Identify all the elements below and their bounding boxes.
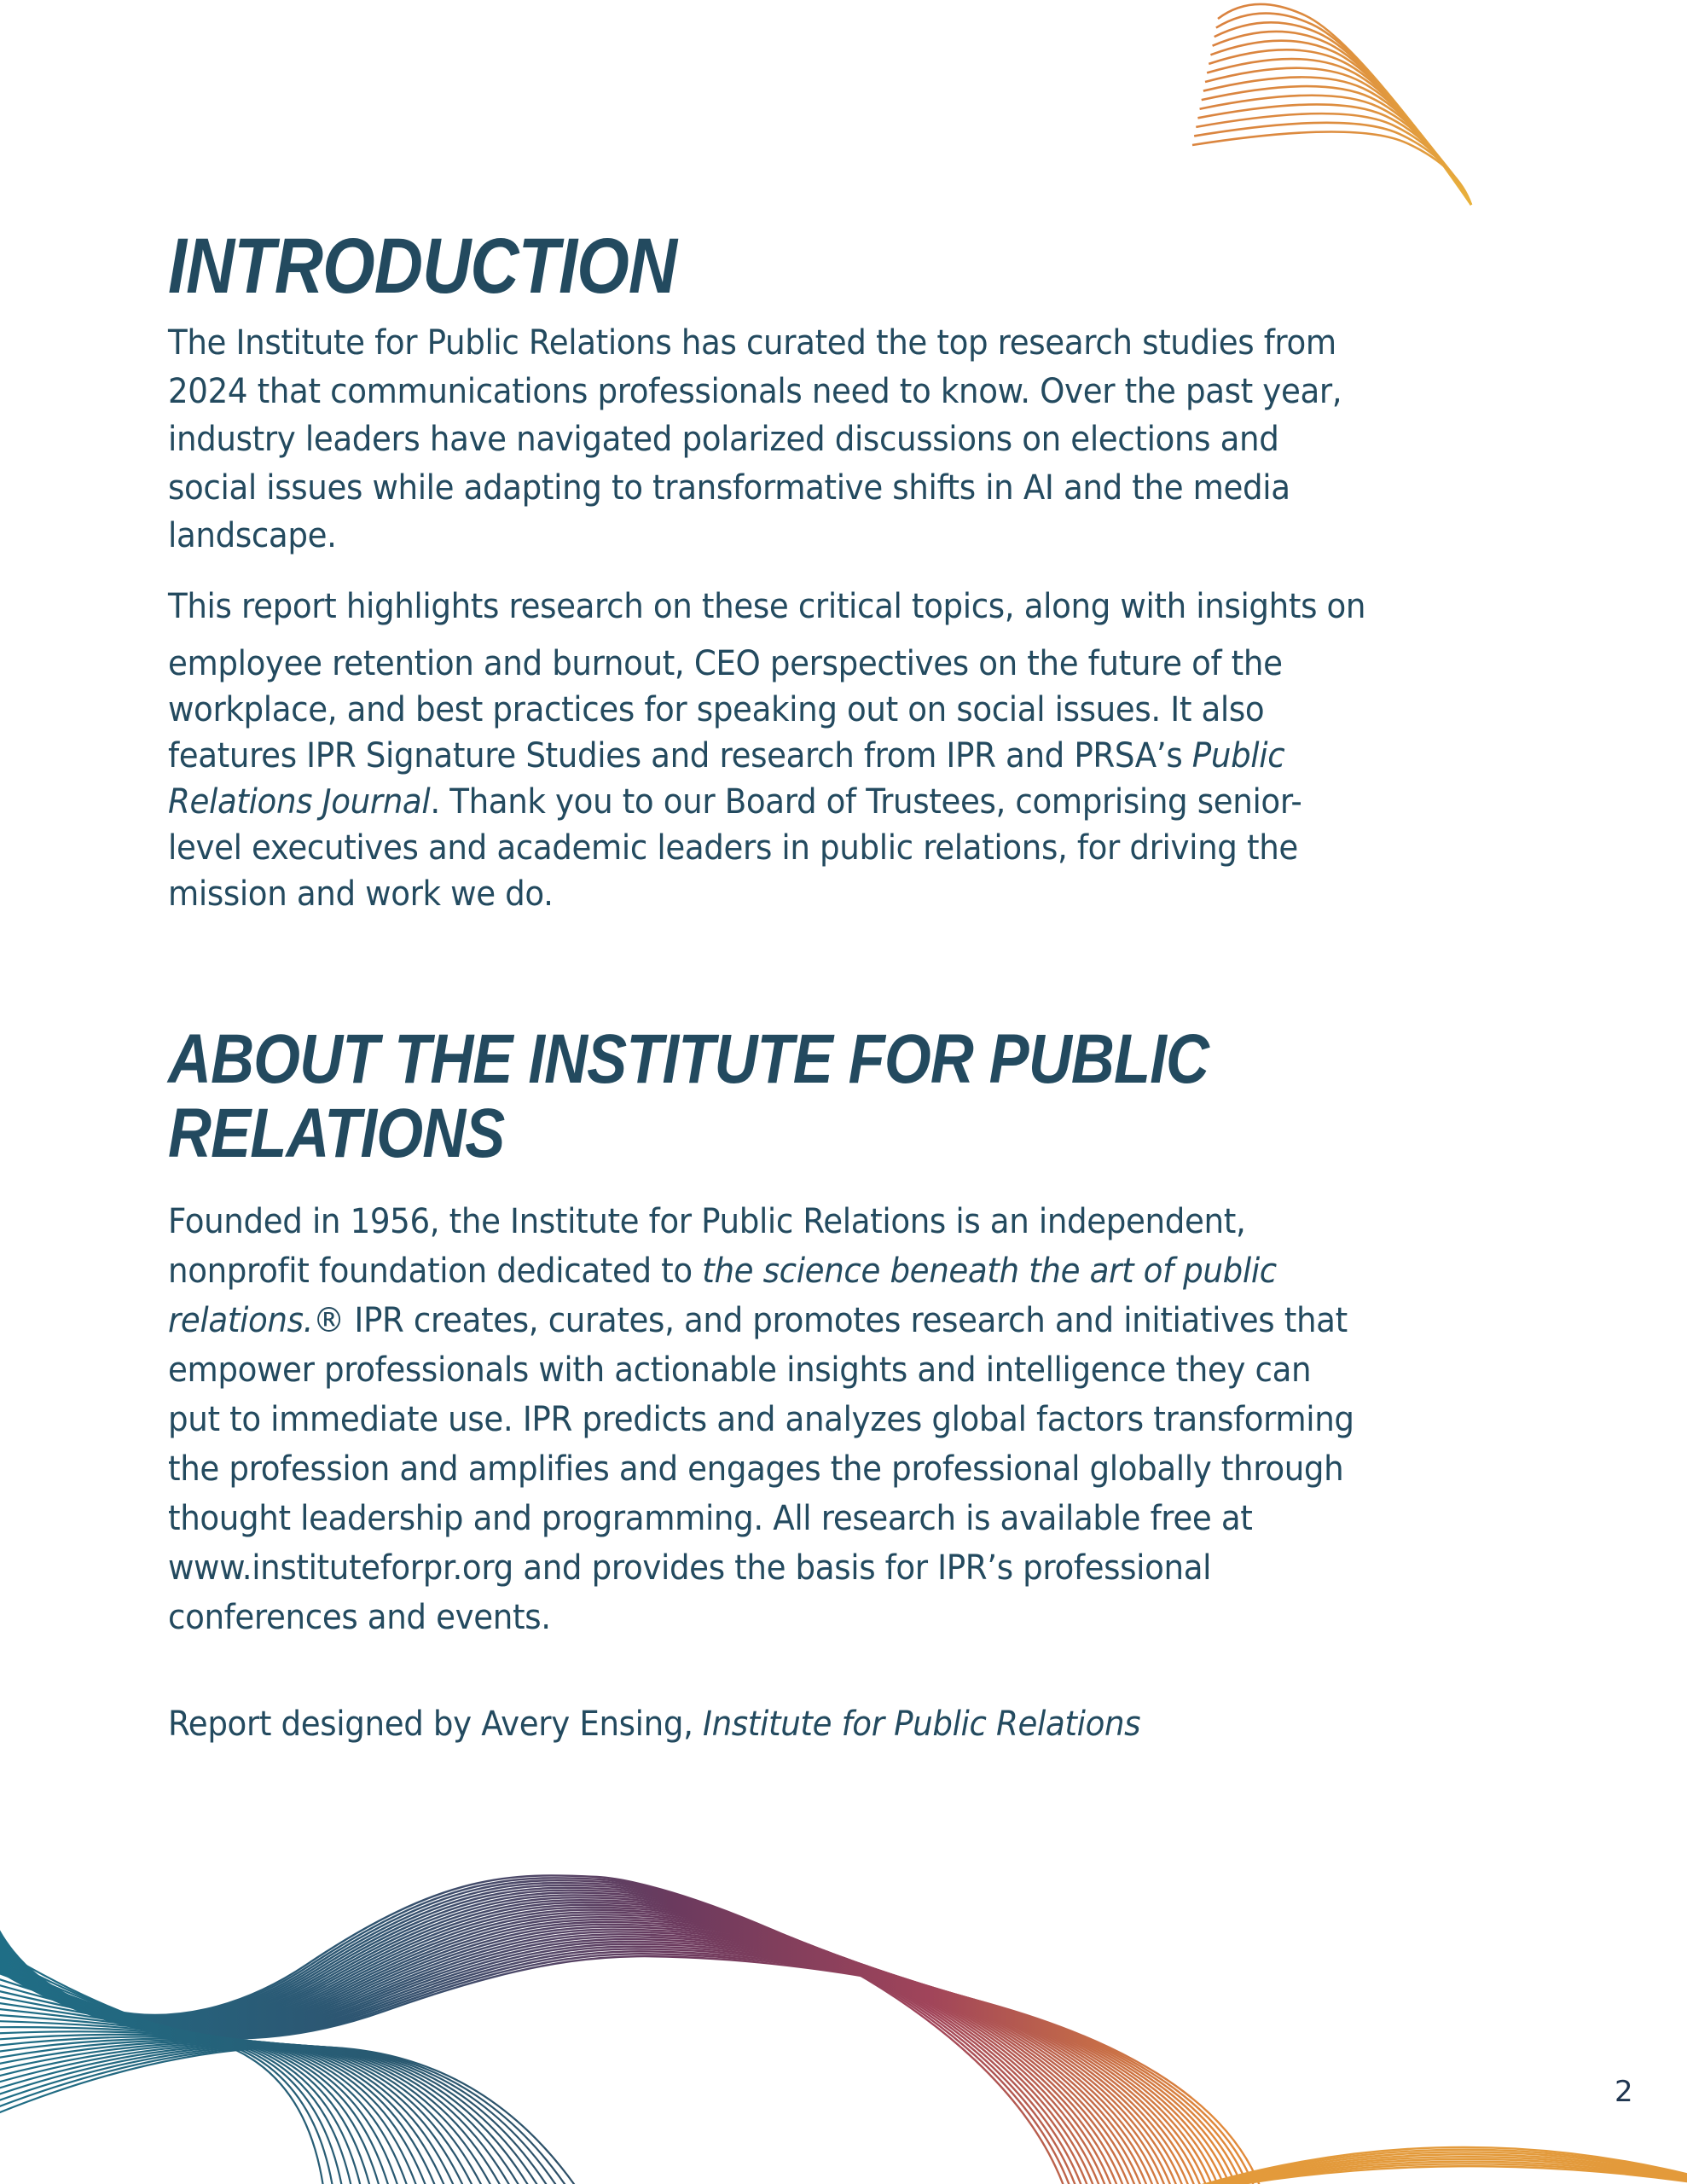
- wave-line: [0, 2002, 409, 2184]
- text-line: workplace, and best practices for speaking out on social issues. It also: [168, 690, 1265, 729]
- wave-line: [0, 1891, 1102, 2184]
- wave-line: [0, 1914, 1162, 2184]
- wave-line: [0, 2044, 532, 2184]
- wave-line: [1209, 49, 1471, 205]
- wave-line: [0, 2031, 457, 2184]
- tagline-part: relations.: [168, 1301, 314, 1340]
- text-line: landscape.: [168, 516, 337, 555]
- wave-line: [0, 1920, 1173, 2184]
- wave-line: [0, 1951, 333, 2184]
- wave-line: [0, 1905, 1138, 2184]
- bottom-wave-lines-secondary: [0, 1945, 580, 2184]
- wave-line: [0, 2038, 485, 2184]
- wave-line: [1190, 2162, 1687, 2184]
- top-wave-decoration: [1177, 0, 1484, 213]
- bottom-wave-lines-tail: [1177, 2147, 1687, 2184]
- text-line: [168, 1246, 1354, 1296]
- wave-line: [0, 1927, 1191, 2184]
- wave-line: [0, 1944, 1232, 2184]
- wave-line: [0, 1937, 1215, 2184]
- wave-line: [1188, 2159, 1687, 2184]
- wave-line: [0, 1949, 1244, 2184]
- text-segment: ® IPR creates, curates, and promotes research and initiatives that: [313, 1301, 1348, 1340]
- text-line: the profession and amplifies and engages the professional globally through: [168, 1449, 1344, 1489]
- wave-line: [0, 1989, 391, 2184]
- wave-line: [1177, 2147, 1687, 2184]
- wave-line: [0, 1922, 1179, 2184]
- about-heading: [168, 1022, 1209, 1170]
- text-line: conferences and events.: [168, 1598, 551, 1637]
- text-line: [168, 779, 1365, 825]
- wave-line: [0, 2008, 419, 2184]
- wave-line: [0, 2047, 580, 2184]
- wave-line: [1202, 86, 1471, 205]
- text-line: www.instituteforpr.org and provides the basis for IPR’s professional: [168, 1548, 1212, 1588]
- wave-line: [0, 2045, 552, 2184]
- wave-line: [0, 1954, 1256, 2184]
- text-line: empower professionals with actionable insights and intelligence they can: [168, 1350, 1312, 1390]
- tagline-part: the science beneath the art of public: [702, 1252, 1277, 1291]
- wave-line: [1186, 2157, 1687, 2184]
- wave-line: [0, 2042, 513, 2184]
- wave-line: [0, 2021, 438, 2184]
- wave-line: [1184, 2154, 1687, 2184]
- text-segment: features IPR Signature Studies and research from IPR and PRSA’s: [168, 736, 1192, 775]
- wave-line: [0, 1934, 1209, 2184]
- wave-line: [0, 2046, 561, 2184]
- wave-line: [0, 1885, 1090, 2184]
- wave-line: [1196, 113, 1471, 205]
- wave-line: [0, 1931, 1203, 2184]
- wave-line: [1194, 123, 1471, 205]
- wave-line: [1210, 41, 1471, 205]
- wave-line: [1181, 2152, 1687, 2184]
- wave-line: [0, 1883, 1084, 2184]
- wave-line: [0, 1995, 400, 2184]
- wave-line: [1200, 96, 1471, 205]
- wave-line: [0, 1888, 1096, 2184]
- wave-line: [0, 2035, 467, 2184]
- wave-line: [0, 1956, 1262, 2184]
- text-line: social issues while adapting to transformative shifts in AI and the media: [168, 468, 1290, 508]
- wave-line: [0, 2041, 504, 2184]
- wave-line: [1215, 22, 1471, 205]
- wave-line: [0, 1897, 1120, 2184]
- wave-line: [1192, 2164, 1687, 2184]
- wave-line: [0, 1947, 1238, 2184]
- text-line: level executives and academic leaders in public relations, for driving the: [168, 828, 1298, 868]
- introduction-paragraph-2: [168, 584, 1365, 917]
- text-line: The Institute for Public Relations has curated the top research studies from: [168, 323, 1336, 363]
- wave-line: [1207, 59, 1471, 205]
- bottom-wave-lines-primary: [0, 1875, 1262, 2184]
- wave-line: [0, 1930, 1197, 2184]
- wave-line: [0, 2036, 476, 2184]
- about-paragraph: [168, 1197, 1354, 1642]
- wave-line: [0, 1917, 1167, 2184]
- wave-line: [1180, 2150, 1687, 2184]
- text-line: employee retention and burnout, CEO perspectives on the future of the: [168, 644, 1283, 683]
- bottom-wave-decoration: [0, 1834, 1687, 2184]
- wave-line: [0, 1942, 1226, 2184]
- wave-line: [0, 2044, 542, 2184]
- credit-text: Report designed by Avery Ensing,: [168, 1705, 703, 1744]
- wave-line: [0, 1964, 352, 2184]
- wave-line: [1213, 32, 1471, 205]
- design-credit: [168, 1699, 1140, 1749]
- wave-line: [0, 2043, 523, 2184]
- wave-line: [0, 1892, 1108, 2184]
- wave-line: [0, 1895, 1114, 2184]
- about-heading-line: RELATIONS: [168, 1095, 505, 1172]
- wave-line: [1197, 104, 1471, 205]
- wave-line: [1192, 131, 1471, 205]
- wave-line: [0, 2040, 495, 2184]
- wave-line: [1216, 14, 1471, 205]
- wave-line: [0, 1977, 372, 2184]
- text-line: This report highlights research on these critical topics, along with insights on: [168, 587, 1366, 626]
- wave-line: [0, 1908, 1144, 2184]
- wave-line: [0, 1971, 362, 2184]
- wave-line: [0, 1875, 1066, 2184]
- text-line: put to immediate use. IPR predicts and analyzes global factors transforming: [168, 1400, 1354, 1439]
- wave-line: [0, 2014, 428, 2184]
- introduction-heading: INTRODUCTION: [168, 223, 677, 310]
- wave-line: [1218, 4, 1471, 205]
- wave-line: [0, 1910, 1150, 2184]
- text-line: 2024 that communications professionals need to know. Over the past year,: [168, 371, 1342, 411]
- wave-line: [1205, 68, 1471, 205]
- wave-line: [1203, 77, 1471, 205]
- wave-line: [0, 1902, 1132, 2184]
- journal-title-part: Public: [1191, 736, 1285, 775]
- wave-line: [0, 2046, 571, 2184]
- text-line: thought leadership and programming. All research is available free at: [168, 1499, 1253, 1538]
- credit-organization: Institute for Public Relations: [702, 1705, 1141, 1744]
- text-line: Founded in 1956, the Institute for Public Relations is an independent,: [168, 1202, 1246, 1241]
- text-line: industry leaders have navigated polarized discussions on elections and: [168, 420, 1279, 459]
- wave-line: [0, 1983, 381, 2184]
- wave-line: [0, 1880, 1078, 2184]
- text-segment: nonprofit foundation dedicated to: [168, 1252, 703, 1291]
- text-line: mission and work we do.: [168, 874, 554, 914]
- about-heading-line: ABOUT THE INSTITUTE FOR PUBLIC: [168, 1020, 1209, 1098]
- wave-line: [0, 1925, 1185, 2184]
- wave-line: [0, 1939, 1220, 2184]
- journal-title-part: Relations Journal: [168, 782, 431, 822]
- text-segment: . Thank you to our Board of Trustees, comprising senior-: [430, 782, 1302, 822]
- wave-line: [1194, 2166, 1687, 2184]
- wave-line: [0, 1900, 1126, 2184]
- introduction-paragraph-1: [168, 319, 1342, 561]
- wave-line: [0, 1951, 1250, 2184]
- text-line: [168, 733, 1365, 779]
- wave-line: [0, 1878, 1072, 2184]
- wave-line: [0, 1958, 343, 2184]
- page-number: 2: [1615, 2075, 1633, 2109]
- wave-line: [0, 1912, 1156, 2184]
- wave-line: [0, 2027, 447, 2184]
- text-line: [168, 1296, 1354, 1345]
- wave-line: [0, 1945, 324, 2184]
- top-wave-lines: [1192, 4, 1471, 205]
